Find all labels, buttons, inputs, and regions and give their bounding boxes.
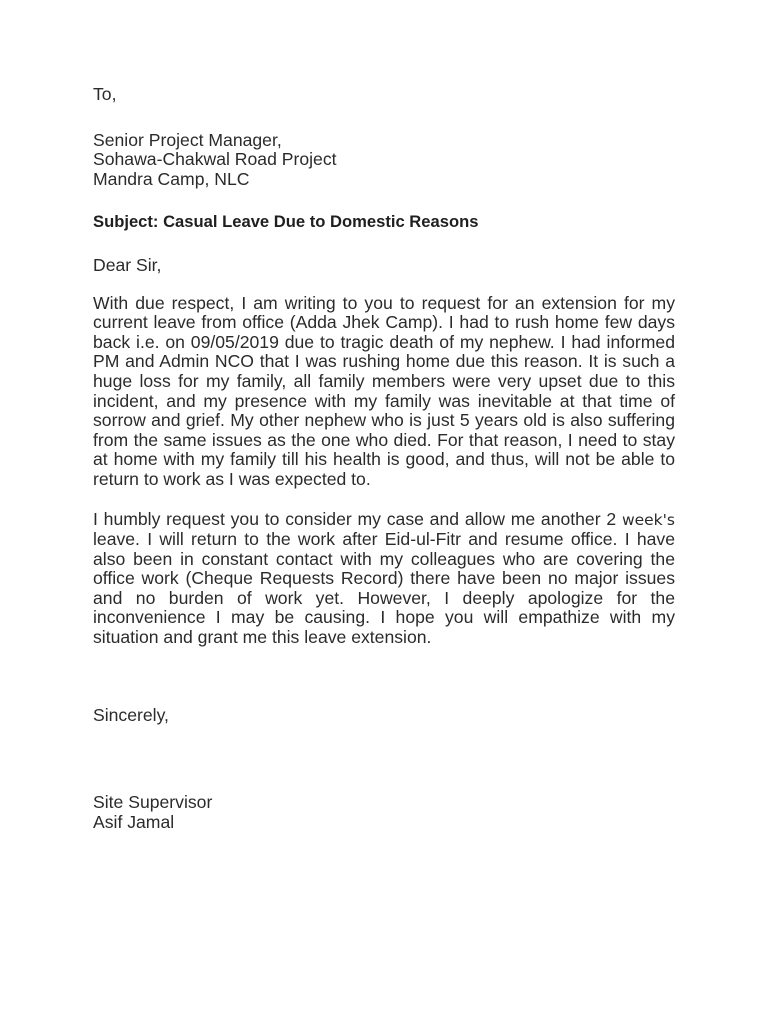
paragraph-2-start: I humbly request you to consider my case and allow me another 2 (93, 508, 622, 529)
recipient-project: Sohawa-Chakwal Road Project (93, 149, 337, 170)
paragraph-2-weeks: week's (621, 510, 675, 529)
signature-title: Site Supervisor (93, 792, 213, 813)
paragraph-2-end: leave. I will return to the work after Eid-ul-Fitr and resume office. I have also been in constant contact with my colleagues who are covering the office work (Cheque Requests Record) there have been no major issues and no burden of work yet. However, I deeply apologize for the inconvenience I may be causing. I hope you will empathize with my situation and grant me this leave extension. (93, 529, 675, 648)
body-paragraph-2 (93, 510, 675, 648)
recipient-block (93, 131, 675, 190)
letter-closing: Sincerely, (93, 704, 169, 725)
letter-salutation: Dear Sir, (93, 254, 162, 275)
body-paragraph-1 (93, 294, 675, 490)
letter-page (93, 85, 675, 832)
letter-subject: Subject: Casual Leave Due to Domestic Reasons (93, 212, 479, 232)
recipient-location: Mandra Camp, NLC (93, 168, 250, 189)
signature-block (93, 793, 675, 832)
paragraph-1-text: With due respect, I am writing to you to request for an extension for my current leave from office (Adda Jhek Camp). I had to rush home few days back i.e. on 09/05/2019 due to tragic death of my nephew. I had informed PM and Admin NCO that I was rushing home due this reason. It is such a huge loss for my family, all family members were very upset due to this incident, and my presence with my family was inevitable at that time of sorrow and grief. My other nephew who is just 5 years old is also suffering from the same issues as the one who died. For that reason, I need to stay at home with my family till his health is good, and thus, will not be able to return to work as I was expected to. (93, 292, 675, 489)
paragraph-2-text (93, 510, 675, 648)
signature-name: Asif Jamal (93, 811, 175, 832)
letter-to: To, (93, 84, 117, 104)
recipient-title: Senior Project Manager, (93, 129, 282, 150)
